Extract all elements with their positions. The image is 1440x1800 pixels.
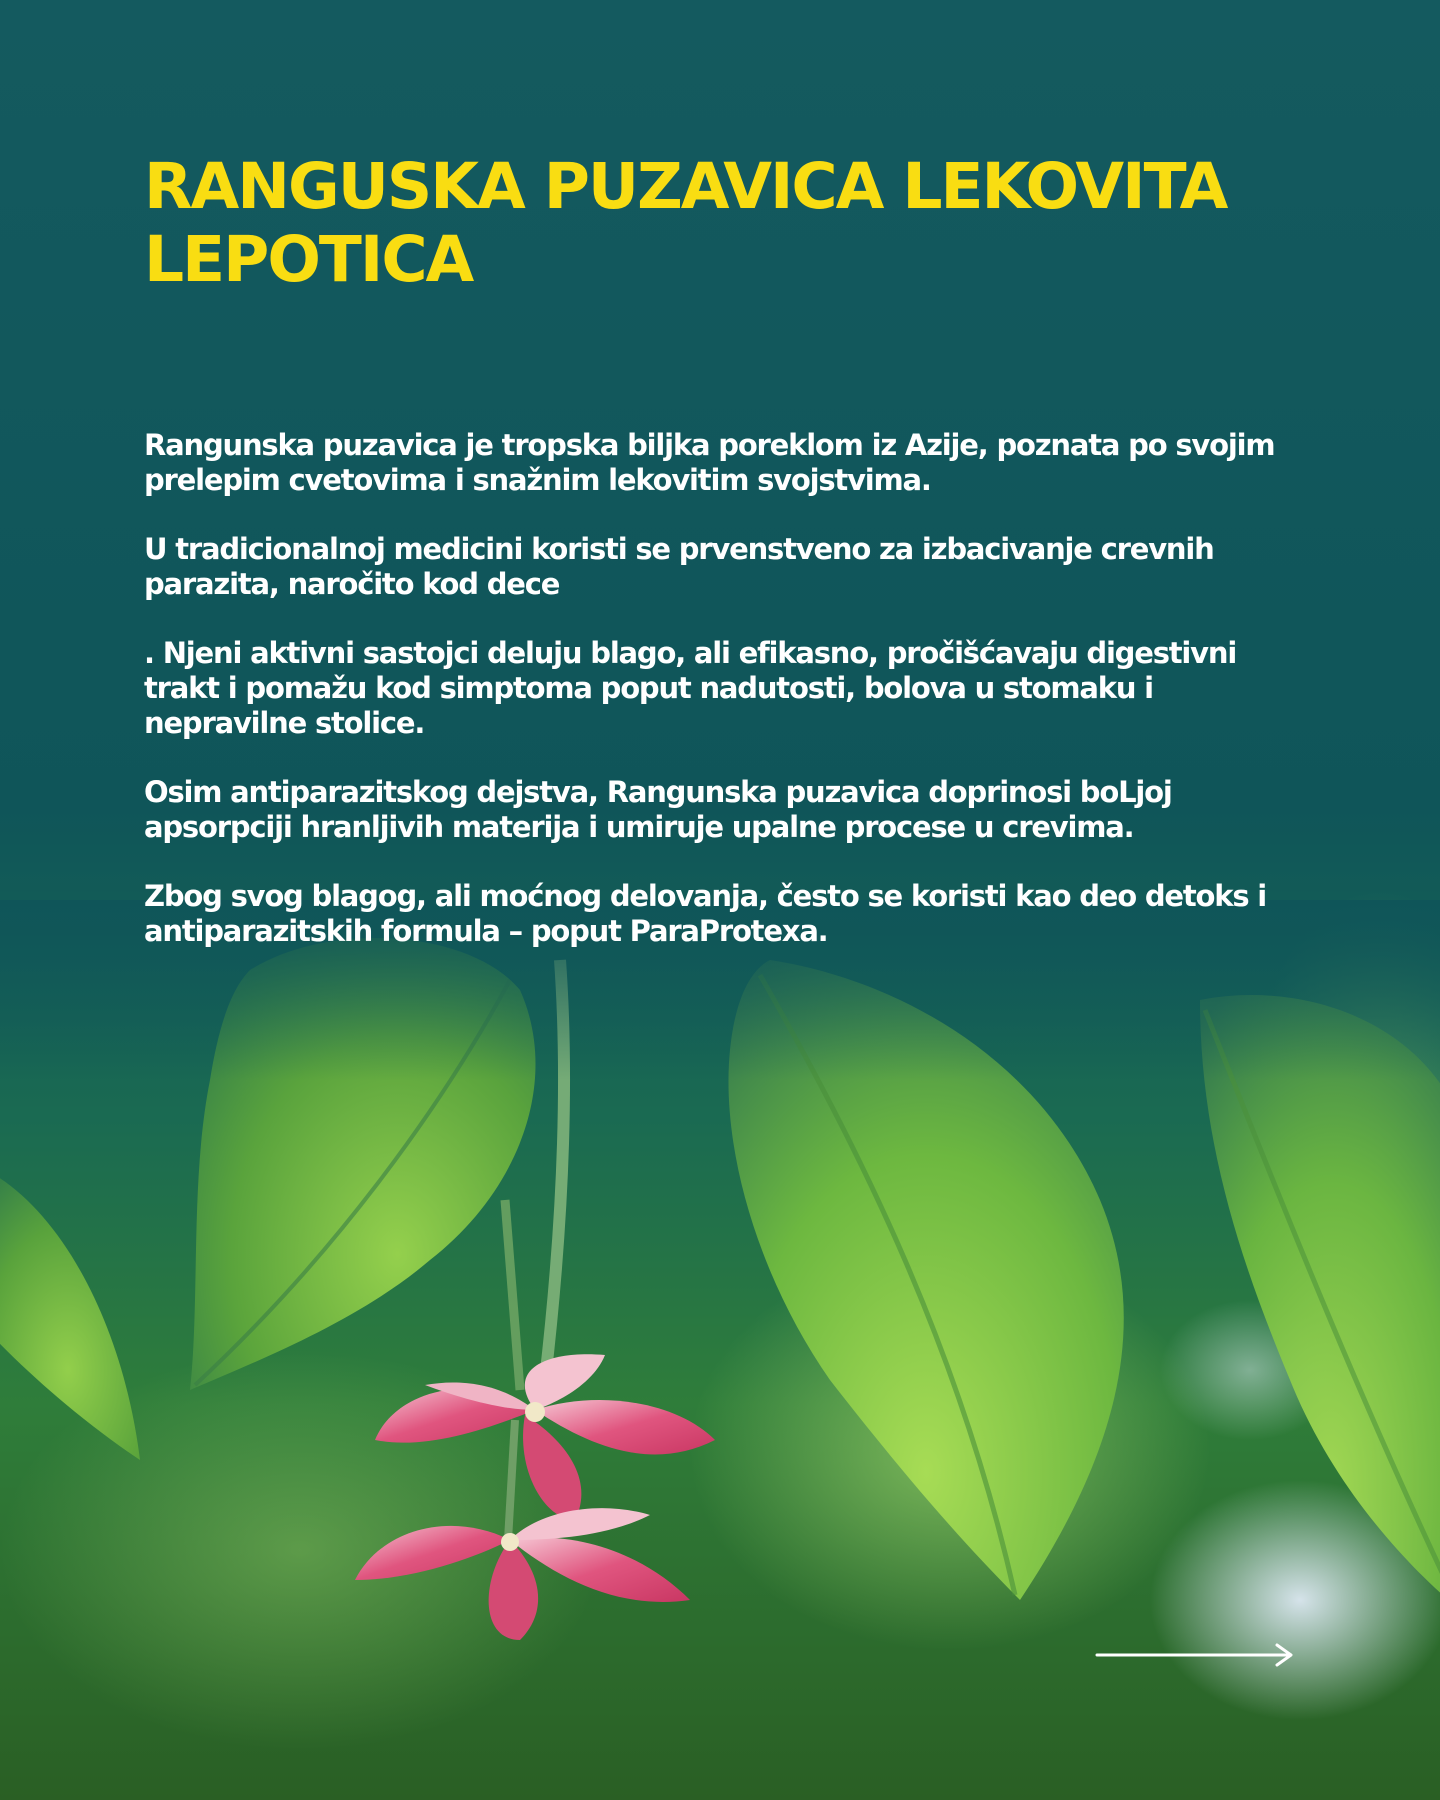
headline: RANGUSKA PUZAVICA LEKOVITA LEPOTICA — [144, 150, 1227, 296]
paragraph-tradition: U tradicionalnoj medicini koristi se prvenstveno za izbacivanje crevnih parazita, naročito kod dece — [144, 532, 1214, 601]
arrow-right-icon[interactable] — [1095, 1640, 1300, 1670]
paragraph-intro: Rangunska puzavica je tropska biljka poreklom iz Azije, poznata po svojim prelepim cvetovima i snažnim lekovitim svojstvima. — [144, 428, 1275, 497]
paragraph-benefits: Osim antiparazitskog dejstva, Rangunska puzavica doprinosi boLjoj apsorpciji hranljivih materija i umiruje upalne procese u crevima. — [144, 775, 1172, 844]
paragraph-detox: Zbog svog blagog, ali moćnog delovanja, često se koristi kao deo detoks i antiparazitskih formula – poput ParaProtexa. — [144, 879, 1267, 948]
body-copy — [144, 428, 1314, 949]
paragraph-ingredients: . Njeni aktivni sastojci deluju blago, ali efikasno, pročišćavaju digestivni trakt i pomažu kod simptoma poput nadutosti, bolova u stomaku i nepravilne stolice. — [144, 636, 1237, 740]
